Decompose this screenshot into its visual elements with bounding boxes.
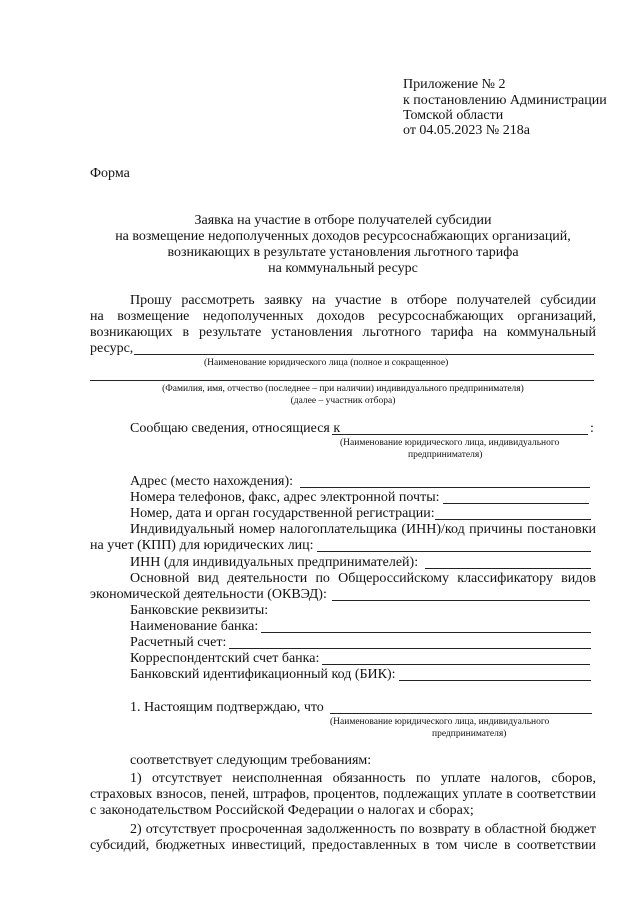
phones-field[interactable]	[443, 503, 589, 504]
corr-account-label: Корреспондентский счет банка:	[130, 651, 320, 666]
okved-label-line-1: Основной вид деятельности по Общероссийскому классификатору видов	[130, 571, 596, 586]
registration-field[interactable]	[435, 519, 591, 520]
info-hint-1: (Наименование юридического лица, индивидуального	[340, 438, 560, 448]
bank-name-field[interactable]	[261, 632, 591, 633]
info-lead: Сообщаю сведения, относящиеся к	[130, 421, 341, 436]
account-field[interactable]	[229, 648, 591, 649]
title-line-2: на возмещение недополученных доходов ресурсоснабжающих организаций,	[115, 229, 571, 244]
requirement-2-line-2: субсидий, бюджетных инвестиций, предоставленных в том числе в соответствии	[90, 838, 596, 853]
requirement-1-line-3: с законодательством Российской Федерации о налогах и сборах;	[90, 803, 474, 818]
org-name-hint: (Наименование юридического лица (полное и сокращенное)	[204, 358, 449, 368]
bank-details-label: Банковские реквизиты:	[130, 603, 269, 618]
inn-kpp-field[interactable]	[317, 551, 591, 552]
request-line-2: на возмещение недополученных доходов ресурсоснабжающих организаций,	[90, 309, 596, 324]
requirements-intro: соответствует следующим требованиям:	[130, 753, 372, 768]
okved-field[interactable]	[332, 600, 590, 601]
entrepreneur-name-hint: (Фамилия, имя, отчество (последнее – при наличии) индивидуального предпринимателя)	[162, 384, 524, 394]
requirement-1-line-2: страховых взносов, пеней, штрафов, процентов, подлежащих уплате в соответствии	[90, 787, 596, 802]
confirm-hint-2: предпринимателя)	[432, 729, 507, 739]
title-line-3: возникающих в результате установления льготного тарифа	[167, 245, 519, 260]
form-label: Форма	[90, 166, 130, 181]
address-field[interactable]	[300, 487, 590, 488]
bik-field[interactable]	[399, 680, 591, 681]
account-label: Расчетный счет:	[130, 635, 227, 650]
title-line-4: на коммунальный ресурс	[268, 261, 418, 276]
entrepreneur-name-field[interactable]	[90, 380, 594, 381]
confirm-hint-1: (Наименование юридического лица, индивидуального	[330, 717, 550, 727]
info-subject-field[interactable]	[332, 434, 588, 435]
confirm-subject-field[interactable]	[330, 713, 592, 714]
phones-label: Номера телефонов, факс, адрес электронной почты:	[130, 490, 440, 505]
appendix-number: Приложение № 2	[403, 77, 506, 92]
org-name-field[interactable]	[134, 354, 594, 355]
request-line-4: ресурс,	[90, 341, 134, 356]
registration-label: Номер, дата и орган государственной регистрации:	[130, 506, 435, 521]
inn-ip-label: ИНН (для индивидуальных предпринимателей):	[130, 555, 419, 570]
title-line-1: Заявка на участие в отборе получателей субсидии	[194, 213, 492, 228]
participant-note: (далее – участник отбора)	[290, 396, 396, 406]
info-colon: :	[590, 421, 594, 436]
requirement-2-line-1: 2) отсутствует просроченная задолженность по возврату в областной бюджет	[130, 822, 596, 837]
requirement-1-line-1: 1) отсутствует неисполненная обязанность по уплате налогов, сборов,	[130, 771, 596, 786]
appendix-resolution: к постановлению Администрации	[403, 93, 607, 108]
appendix-date: от 04.05.2023 № 218а	[403, 123, 531, 138]
inn-kpp-label-line-1: Индивидуальный номер налогоплательщика (ИНН)/код причины постановки	[130, 522, 596, 537]
request-line-1: Прошу рассмотреть заявку на участие в отборе получателей субсидии	[130, 293, 596, 308]
inn-ip-field[interactable]	[425, 568, 591, 569]
appendix-region: Томской области	[403, 108, 504, 123]
info-hint-2: предпринимателя)	[408, 450, 483, 460]
request-line-3: возникающих в результате установления льготного тарифа на коммунальный	[90, 325, 596, 340]
confirm-lead: 1. Настоящим подтверждаю, что	[130, 700, 324, 715]
address-label: Адрес (место нахождения):	[130, 474, 294, 489]
okved-label-line-2: экономической деятельности (ОКВЭД):	[90, 587, 327, 602]
inn-kpp-label-line-2: на учет (КПП) для юридических лиц:	[90, 538, 314, 553]
bik-label: Банковский идентификационный код (БИК):	[130, 667, 396, 682]
bank-name-label: Наименование банка:	[130, 619, 259, 634]
corr-account-field[interactable]	[322, 664, 590, 665]
